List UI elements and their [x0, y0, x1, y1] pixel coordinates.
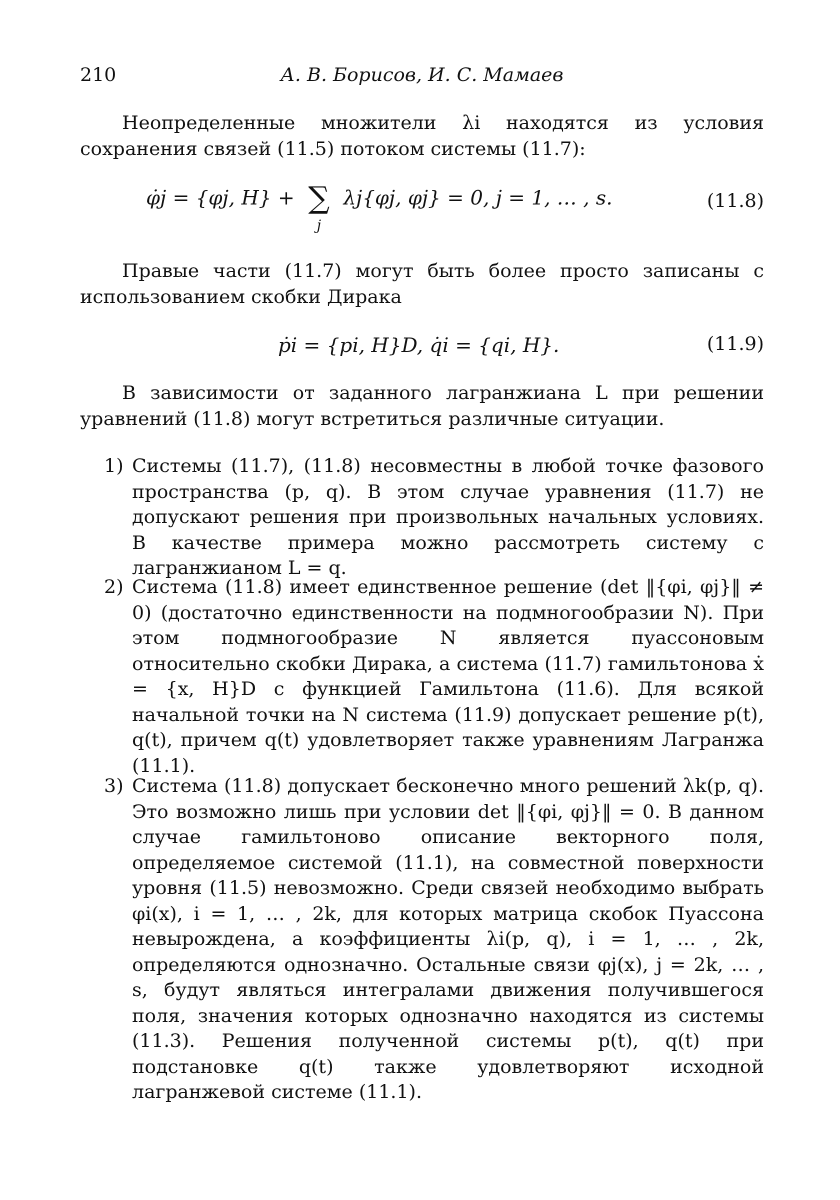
equation-11-9-label: (11.9): [706, 333, 764, 355]
page-header: [80, 64, 764, 94]
equation-11-8-lhs: φ̇j = {φj, H} +: [146, 185, 295, 210]
list-item-text: Системы (11.7), (11.8) несовместны в любой точке фазового пространства (p, q). В этом случае уравнения (11.7) не допускают решения при произвольных начальных условиях. В качестве примера можно рассмотреть систему с лагранжианом L = q.: [132, 455, 764, 579]
summation-sign: ∑: [308, 181, 330, 216]
equation-11-8: [80, 181, 764, 244]
equation-11-9: [80, 331, 764, 363]
list-item-number: 2): [104, 576, 124, 598]
equation-11-8-rhs: λj{φj, φj} = 0, j = 1, … , s.: [343, 185, 613, 210]
summation-index: j: [316, 218, 322, 234]
list-item-text: Система (11.8) имеет единственное решение (det ‖{φi, φj}‖ ≠ 0) (достаточно единственности на подмногообразии N). При этом подмногообразие N является пуассоновым относительно скобки Дирака, а система (11.7) гамильтонова ẋ = {x, H}D с функцией Гамильтона (11.6). Для всякой начальной точки на N система (11.9) допускает решение p(t), q(t), причем q(t) удовлетворяет также уравнениям Лагранжа (11.1).: [132, 576, 764, 777]
intro-paragraph: Неопределенные множители λi находятся из условия сохранения связей (11.5) потоком системы (11.7):: [80, 112, 764, 160]
dirac-paragraph: Правые части (11.7) могут быть более просто записаны с использованием скобки Дирака: [80, 260, 764, 308]
book-page: [80, 0, 764, 1200]
list-item-text: Система (11.8) допускает бесконечно много решений λk(p, q). Это возможно лишь при условии det ‖{φi, φj}‖ = 0. В данном случае гамильтоново описание векторного поля, определяемое системой (11.1), на совместной поверхности уровня (11.5) невозможно. Среди связей необходимо выбрать φi(x), i = 1, … , 2k, для которых матрица скобок Пуассона невырождена, а коэффициенты λi(p, q), i = 1, … , 2k, определяются однозначно. Остальные связи φj(x), j = 2k, … , s, будут являться интегралами движения получившегося поля, значения которых однозначно находятся из системы (11.3). Решения полученной системы p(t), q(t) при подстановке q(t) также удовлетворяют исходной лагранжевой системе (11.1).: [132, 775, 764, 1103]
summation: [305, 181, 333, 234]
cases-paragraph: В зависимости от заданного лагранжиана L при решении уравнений (11.8) могут встретиться различные ситуации.: [80, 382, 764, 430]
running-head: А. В. Борисов, И. С. Мамаев: [280, 64, 564, 86]
list-item-number: 3): [104, 775, 124, 797]
equation-11-9-body: ṗi = {pi, H}D, q̇i = {qi, H}.: [278, 333, 560, 357]
equation-11-8-label: (11.8): [706, 190, 764, 212]
equation-11-8-body: [146, 181, 613, 234]
page-number: 210: [80, 64, 117, 86]
list-item-number: 1): [104, 455, 124, 477]
